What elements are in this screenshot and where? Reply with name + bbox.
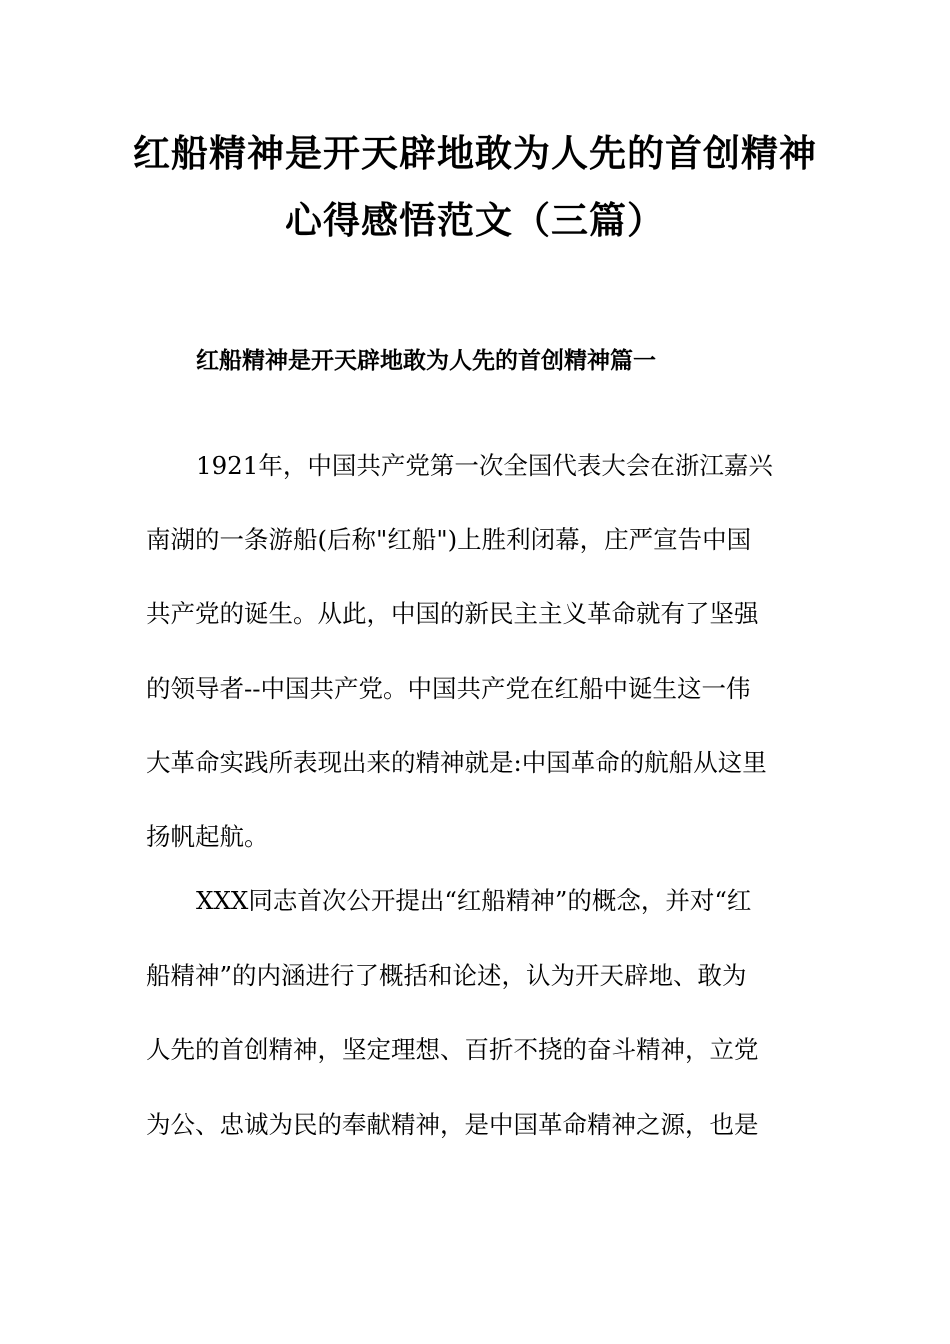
paragraph-1-line-2: 南湖的一条游船(后称"红船")上胜利闭幕，庄严宣告中国 [146,525,752,554]
paragraph-1-line-1: 1921年，中国共产党第一次全国代表大会在浙江嘉兴 [196,451,773,480]
paragraph-1-line-3: 共产党的诞生。从此，中国的新民主主义革命就有了坚强 [146,599,759,628]
paragraph-2-line-1: XXX同志首次公开提出“红船精神”的概念，并对“红 [196,886,752,915]
section-heading: 红船精神是开天辟地敢为人先的首创精神篇一 [196,348,656,374]
paragraph-2-line-3: 人先的首创精神，坚定理想、百折不挠的奋斗精神，立党 [146,1035,759,1064]
paragraph-2-line-4: 为公、忠诚为民的奉献精神，是中国革命精神之源，也是 [146,1110,759,1139]
document-title-line-2: 心得感悟范文（三篇） [285,199,665,242]
paragraph-1-line-6: 扬帆起航。 [146,822,269,851]
paragraph-2-line-2: 船精神”的内涵进行了概括和论述，认为开天辟地、敢为 [146,961,747,990]
document-title-line-1: 红船精神是开天辟地敢为人先的首创精神 [133,132,817,175]
paragraph-1-line-4: 的领导者--中国共产党。中国共产党在红船中诞生这一伟 [146,674,751,703]
paragraph-1-line-5: 大革命实践所表现出来的精神就是:中国革命的航船从这里 [146,748,767,777]
